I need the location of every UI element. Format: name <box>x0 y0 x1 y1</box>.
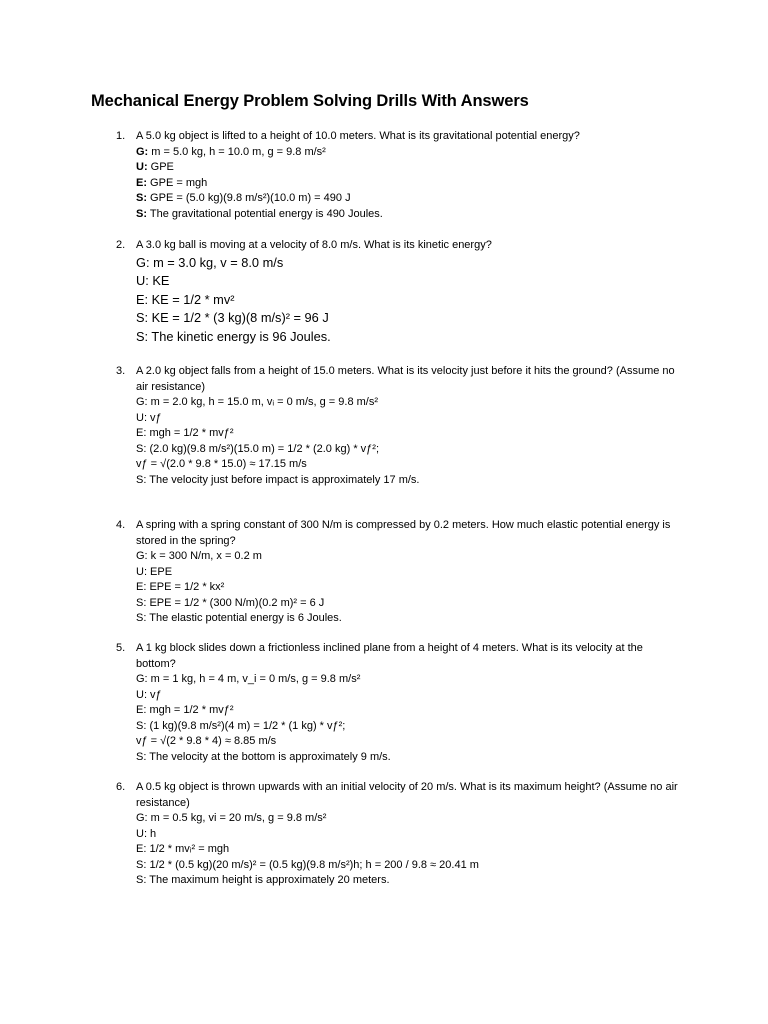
problem-question: A 5.0 kg object is lifted to a height of 10.0 meters. What is its gravitational potential energy? <box>136 130 580 142</box>
equation-line: E: 1/2 * mvᵢ² = mgh <box>136 843 230 855</box>
problem-number: 2. <box>116 239 126 251</box>
solution-line: S: GPE = (5.0 kg)(9.8 m/s²)(10.0 m) = 490 J <box>136 192 351 204</box>
solution-line: S: EPE = 1/2 * (300 N/m)(0.2 m)² = 6 J <box>136 596 325 609</box>
unknown-line: U: h <box>136 827 157 840</box>
given-line: G: m = 1 kg, h = 4 m, v_i = 0 m/s, g = 9.8 m/s² <box>136 673 361 685</box>
given-line: G: m = 5.0 kg, h = 10.0 m, g = 9.8 m/s² <box>136 145 326 158</box>
given-line: G: m = 3.0 kg, v = 8.0 m/s <box>136 254 284 270</box>
problem-number: 6. <box>116 781 126 793</box>
given-line: G: k = 300 N/m, x = 0.2 m <box>136 550 262 562</box>
solution-line: S: (2.0 kg)(9.8 m/s²)(15.0 m) = 1/2 * (2.0 kg) * vƒ²; <box>136 442 379 455</box>
document-title: Mechanical Energy Problem Solving Drills With Answers <box>91 92 529 110</box>
problem-number: 5. <box>116 642 126 654</box>
answer-line: S: The kinetic energy is 96 Joules. <box>136 328 331 344</box>
equation-line: E: mgh = 1/2 * mvƒ² <box>136 704 234 716</box>
unknown-line: U: vƒ <box>136 688 162 701</box>
equation-line: E: GPE = mgh <box>136 176 208 189</box>
unknown-line: U: KE <box>136 273 170 288</box>
result-line: vƒ = √(2 * 9.8 * 4) ≈ 8.85 m/s <box>136 735 277 747</box>
problem-question: A spring with a spring constant of 300 N/m is compressed by 0.2 meters. How much elastic potential energy is stored in the spring? <box>136 519 671 547</box>
problem-question: A 3.0 kg ball is moving at a velocity of 8.0 m/s. What is its kinetic energy? <box>136 239 492 251</box>
given-line: G: m = 2.0 kg, h = 15.0 m, vᵢ = 0 m/s, g = 9.8 m/s² <box>136 396 378 408</box>
problem-number: 1. <box>116 130 126 142</box>
answer-line: S: The gravitational potential energy is 490 Joules. <box>136 207 383 220</box>
equation-line: E: mgh = 1/2 * mvƒ² <box>136 427 234 439</box>
answer-line: S: The elastic potential energy is 6 Joules. <box>136 612 342 624</box>
problem-question: A 2.0 kg object falls from a height of 15.0 meters. What is its velocity just before it hits the ground? (Assume no air resistance) <box>136 365 675 393</box>
given-line: G: m = 0.5 kg, vi = 20 m/s, g = 9.8 m/s² <box>136 812 327 824</box>
unknown-line: U: EPE <box>136 565 173 578</box>
solution-line: S: 1/2 * (0.5 kg)(20 m/s)² = (0.5 kg)(9.8 m/s²)h; h = 200 / 9.8 ≈ 20.41 m <box>136 858 479 871</box>
equation-line: E: KE = 1/2 * mv² <box>136 291 235 307</box>
solution-line: S: (1 kg)(9.8 m/s²)(4 m) = 1/2 * (1 kg) * vƒ²; <box>136 719 346 732</box>
unknown-line: U: vƒ <box>136 411 162 424</box>
problem-question: A 1 kg block slides down a frictionless inclined plane from a height of 4 meters. What is its velocity at the bottom? <box>136 642 643 670</box>
problem-question: A 0.5 kg object is thrown upwards with an initial velocity of 20 m/s. What is its maximum height? (Assume no air resistance) <box>136 781 678 809</box>
problem-number: 3. <box>116 365 126 377</box>
answer-line: S: The velocity just before impact is approximately 17 m/s. <box>136 473 420 486</box>
result-line: vƒ = √(2.0 * 9.8 * 15.0) ≈ 17.15 m/s <box>136 458 307 470</box>
problem-number: 4. <box>116 519 126 531</box>
answer-line: S: The velocity at the bottom is approximately 9 m/s. <box>136 750 391 763</box>
answer-line: S: The maximum height is approximately 20 meters. <box>136 874 390 886</box>
equation-line: E: EPE = 1/2 * kx² <box>136 581 225 593</box>
solution-line: S: KE = 1/2 * (3 kg)(8 m/s)² = 96 J <box>136 310 329 325</box>
unknown-line: U: GPE <box>136 161 174 173</box>
